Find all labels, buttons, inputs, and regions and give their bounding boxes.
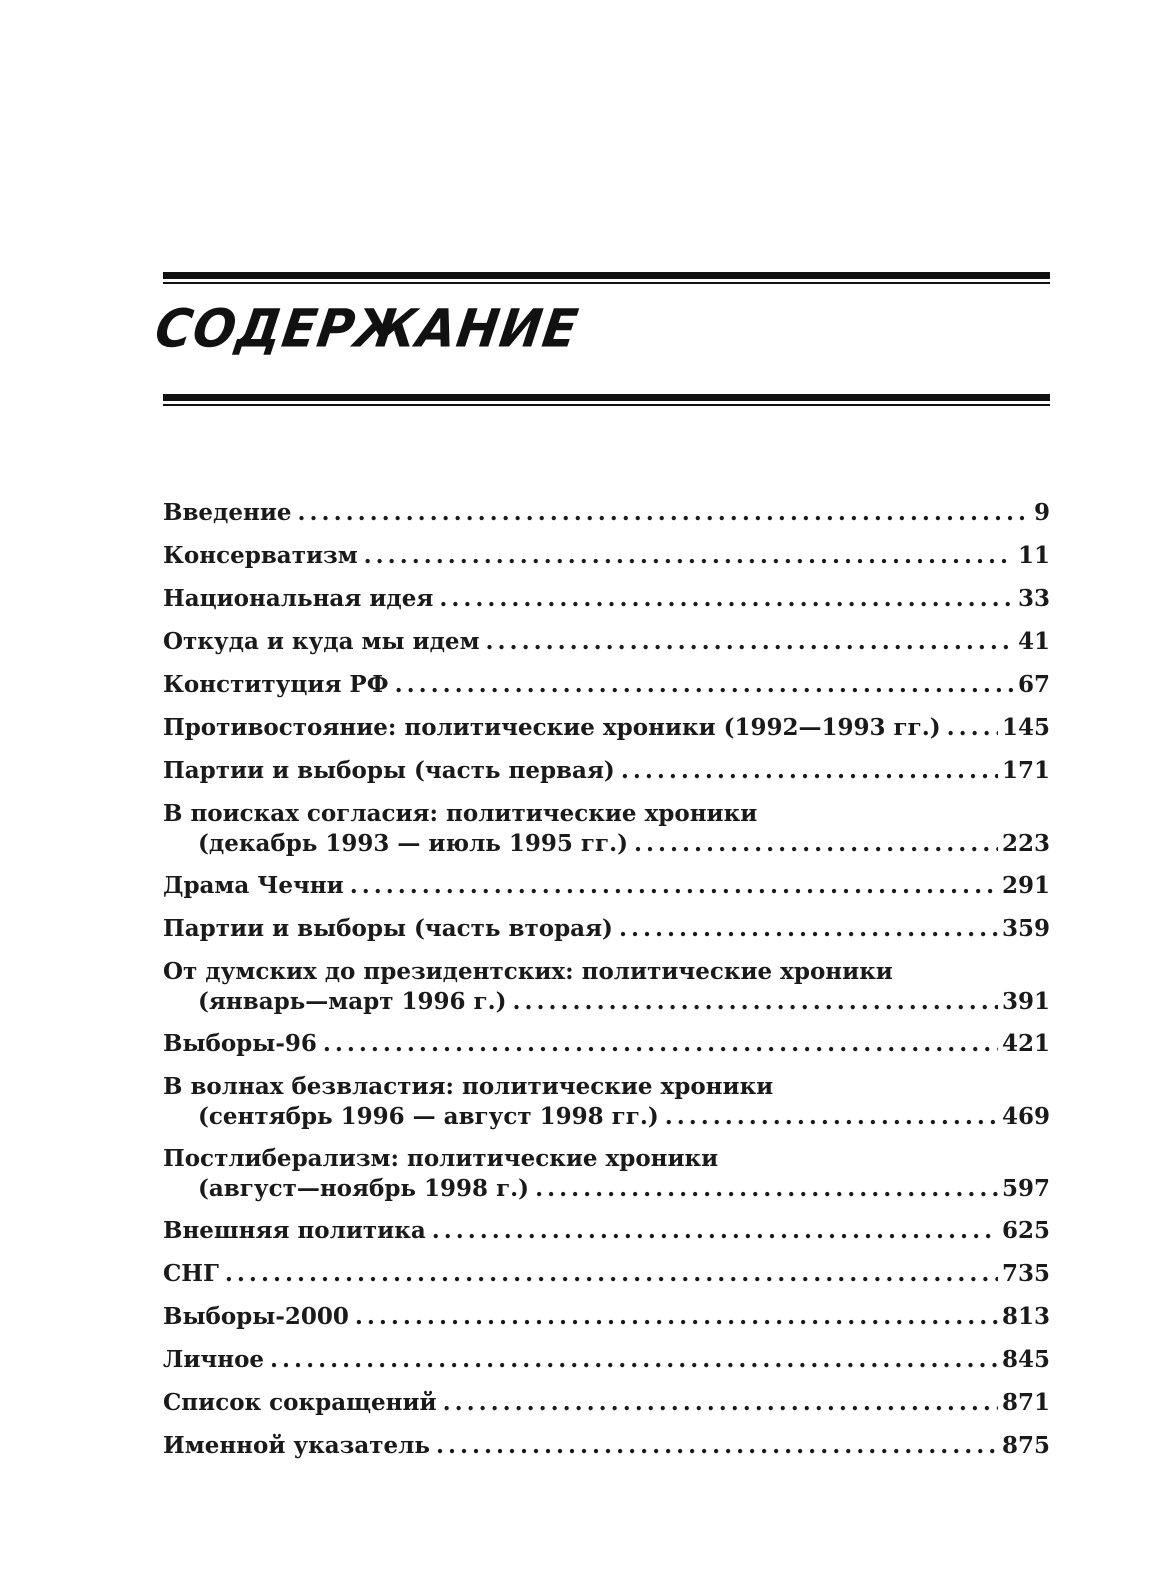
page-title: СОДЕРЖАНИЕ (151, 298, 583, 359)
toc-entry (163, 584, 1050, 627)
dot-leader (323, 1029, 998, 1059)
heading-bottom-rule (163, 394, 1050, 406)
toc-entry-line (163, 670, 1050, 700)
toc-entry-title: Национальная идея (163, 585, 434, 612)
toc-entry-line (163, 756, 1050, 786)
toc-page-number: 469 (1001, 1103, 1050, 1130)
toc-entry-line (163, 1345, 1050, 1375)
dot-leader (355, 1302, 998, 1332)
toc-entry-title: От думских до президентских: политические хроники (163, 958, 893, 985)
toc-entry (163, 1072, 1050, 1144)
toc-entry (163, 957, 1050, 1029)
toc-entry-line (163, 1029, 1050, 1059)
toc-entry-line (163, 627, 1050, 657)
toc-entry (163, 1216, 1050, 1259)
toc-entry (163, 541, 1050, 584)
toc-page-number: 145 (1001, 714, 1050, 741)
toc-entry (163, 1144, 1050, 1216)
toc-entry (163, 670, 1050, 713)
toc-entry (163, 1302, 1050, 1345)
dot-leader (619, 914, 998, 944)
toc-entry (163, 1029, 1050, 1072)
toc-entry-title: (август—ноябрь 1998 г.) (198, 1175, 530, 1202)
toc-page-number: 813 (1001, 1303, 1050, 1330)
toc-page-number: 41 (1017, 628, 1050, 655)
toc-entry-title: Именной указатель (163, 1432, 430, 1459)
toc-page-number: 359 (1001, 915, 1050, 942)
toc-entry (163, 498, 1050, 541)
dot-leader (535, 1174, 998, 1204)
toc-page-number: 735 (1001, 1260, 1050, 1287)
dot-leader (665, 1102, 998, 1132)
toc-entry-title: Выборы-2000 (163, 1303, 349, 1330)
toc-entry-continuation (163, 829, 1050, 859)
toc-page-number: 67 (1017, 671, 1050, 698)
toc-entry-line (163, 713, 1050, 743)
toc-entry-line (163, 1216, 1050, 1246)
toc-entry-title: Введение (163, 499, 292, 526)
dot-leader (298, 498, 1030, 528)
toc-page-number: 391 (1001, 988, 1050, 1015)
toc-page-number: 875 (1001, 1432, 1050, 1459)
toc-page-number: 597 (1001, 1175, 1050, 1202)
toc-entry-title: Партии и выборы (часть вторая) (163, 915, 613, 942)
toc-entry-title: Личное (163, 1346, 265, 1373)
toc-entry-title: Постлиберализм: политические хроники (163, 1145, 719, 1172)
toc-entry-line (163, 957, 1050, 987)
dot-leader (270, 1345, 998, 1375)
toc-entry-line (163, 541, 1050, 571)
toc-entry (163, 1388, 1050, 1431)
heading-top-rule (163, 272, 1050, 284)
dot-leader (439, 584, 1014, 614)
toc-entry (163, 914, 1050, 957)
toc-entry-line (163, 799, 1050, 829)
toc-entry-title: В волнах безвластия: политические хроники (163, 1073, 774, 1100)
toc-entry-title: Выборы-96 (163, 1030, 317, 1057)
toc-page-number: 11 (1017, 542, 1050, 569)
toc-page-number: 223 (1001, 830, 1050, 857)
dot-leader (225, 1259, 998, 1289)
toc-entry-title: Внешняя политика (163, 1217, 426, 1244)
toc-entry-title: Партии и выборы (часть первая) (163, 757, 615, 784)
table-of-contents (163, 498, 1050, 1474)
toc-entry-line (163, 1144, 1050, 1174)
toc-entry-title: (сентябрь 1996 — август 1998 гг.) (198, 1103, 659, 1130)
toc-entry-title: В поисках согласия: политические хроники (163, 800, 758, 827)
dot-leader (395, 670, 1014, 700)
dot-leader (486, 627, 1014, 657)
toc-entry-line (163, 1072, 1050, 1102)
toc-entry-title: Консерватизм (163, 542, 358, 569)
toc-entry-line (163, 1302, 1050, 1332)
toc-entry-title: СНГ (163, 1260, 219, 1287)
toc-entry-title: Драма Чечни (163, 872, 344, 899)
toc-entry-line (163, 1388, 1050, 1418)
toc-page-number: 33 (1017, 585, 1050, 612)
toc-entry-title: Список сокращений (163, 1389, 437, 1416)
toc-entry-line (163, 914, 1050, 944)
toc-entry-continuation (163, 987, 1050, 1017)
toc-entry-line (163, 1431, 1050, 1461)
toc-entry (163, 799, 1050, 871)
toc-page-number: 291 (1001, 872, 1050, 899)
toc-entry-title: Конституция РФ (163, 671, 389, 698)
toc-entry-line (163, 1259, 1050, 1289)
toc-entry (163, 871, 1050, 914)
dot-leader (432, 1216, 998, 1246)
toc-entry-continuation (163, 1102, 1050, 1132)
toc-page-number: 9 (1033, 499, 1050, 526)
toc-entry (163, 1431, 1050, 1474)
toc-entry-title: (декабрь 1993 — июль 1995 гг.) (198, 830, 629, 857)
dot-leader (364, 541, 1014, 571)
toc-page-number: 625 (1001, 1217, 1050, 1244)
toc-page-number: 871 (1001, 1389, 1050, 1416)
toc-entry-line (163, 498, 1050, 528)
toc-entry (163, 1259, 1050, 1302)
toc-page-number: 171 (1001, 757, 1050, 784)
toc-page-number: 845 (1001, 1346, 1050, 1373)
dot-leader (443, 1388, 998, 1418)
toc-entry (163, 756, 1050, 799)
toc-entry-line (163, 871, 1050, 901)
toc-entry (163, 627, 1050, 670)
dot-leader (436, 1431, 998, 1461)
toc-entry-continuation (163, 1174, 1050, 1204)
toc-entry-line (163, 584, 1050, 614)
dot-leader (513, 987, 998, 1017)
toc-page-number: 421 (1001, 1030, 1050, 1057)
toc-entry-title: (январь—март 1996 г.) (198, 988, 507, 1015)
toc-entry-title: Противостояние: политические хроники (1992—1993 гг.) (163, 714, 941, 741)
toc-entry (163, 713, 1050, 756)
dot-leader (350, 871, 998, 901)
dot-leader (634, 829, 998, 859)
dot-leader (947, 713, 998, 743)
toc-entry-title: Откуда и куда мы идем (163, 628, 480, 655)
toc-entry (163, 1345, 1050, 1388)
dot-leader (621, 756, 998, 786)
